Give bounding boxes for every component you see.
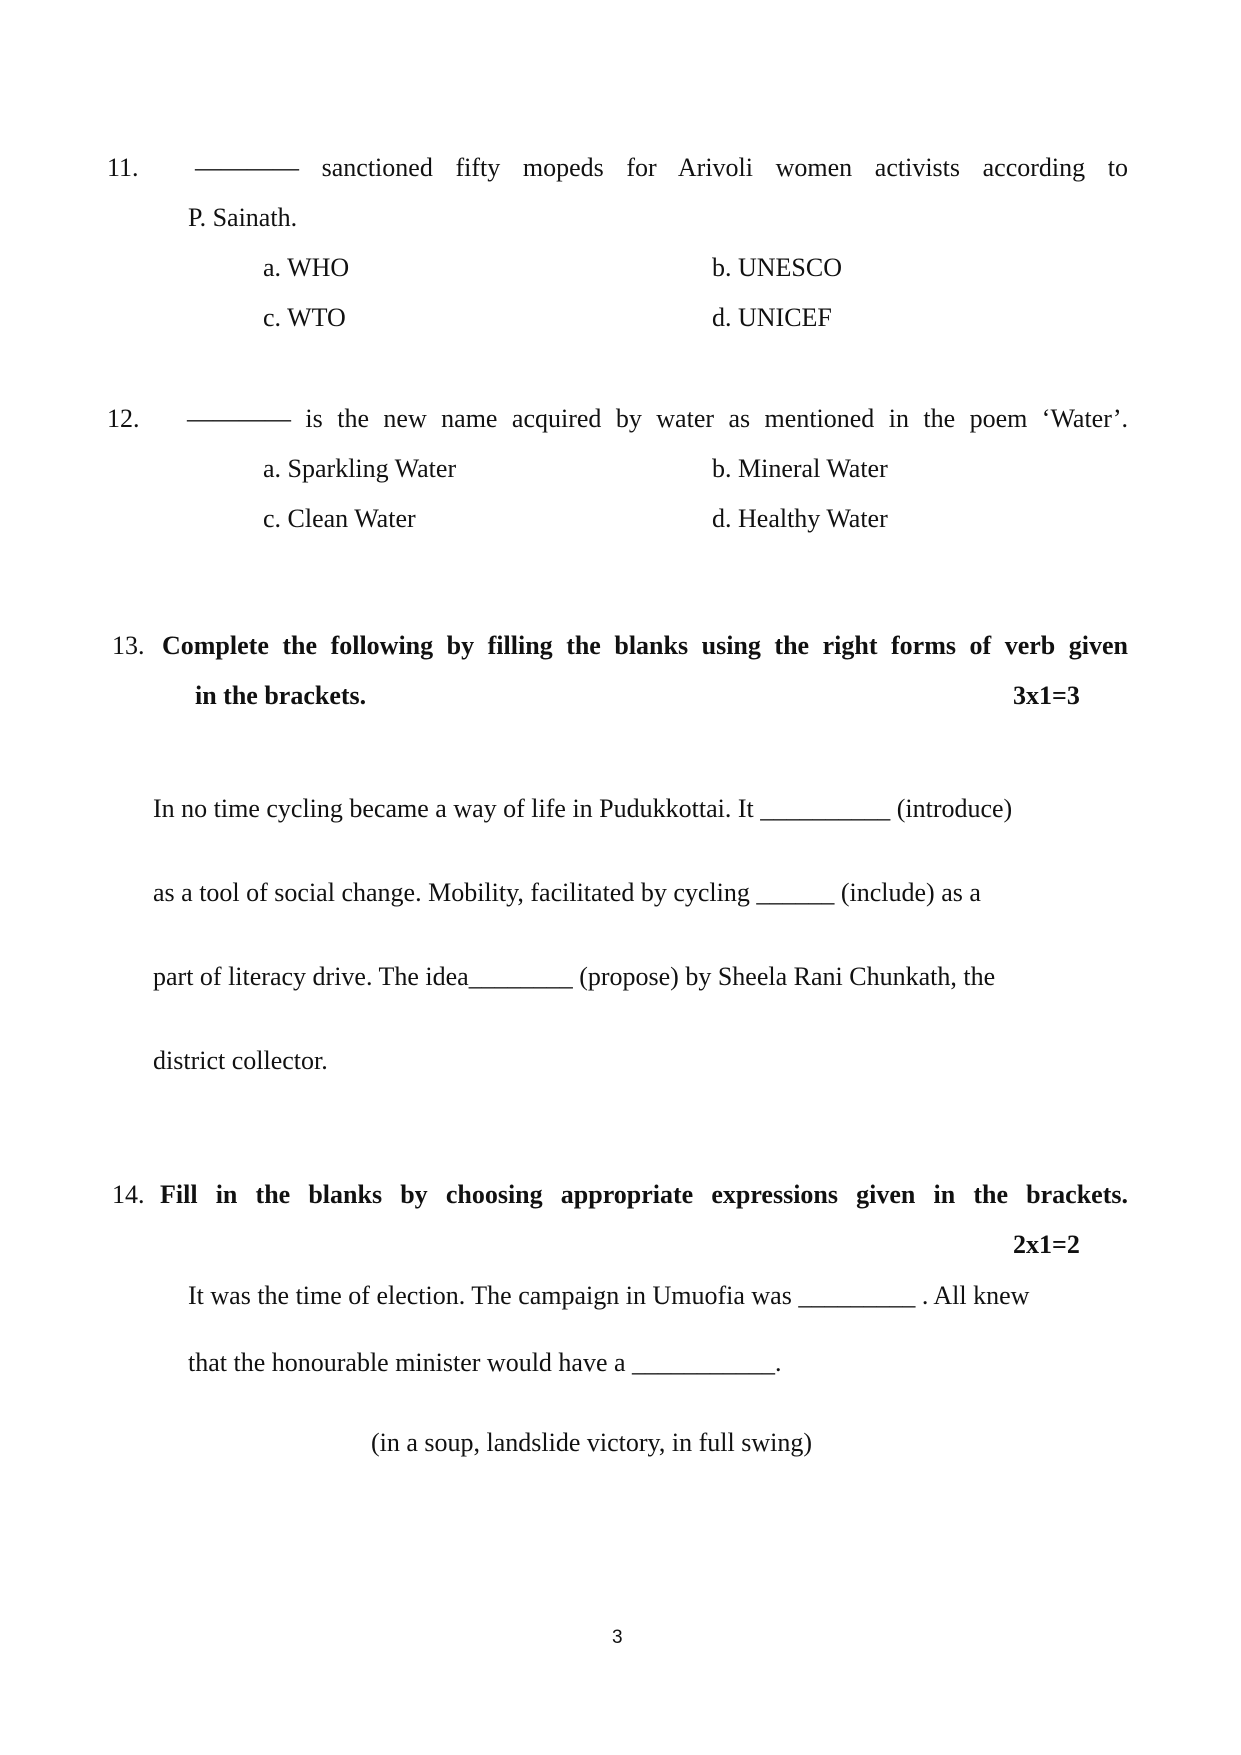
q14-heading: Fill in the blanks by choosing appropriate expressions given in the brackets. <box>160 1180 1128 1209</box>
q14-marks: 2x1=2 <box>1013 1230 1080 1259</box>
q11-number: 11. <box>107 153 139 182</box>
q14-line1: It was the time of election. The campaign in Umuofia was _________ . All knew <box>188 1281 1030 1310</box>
q12-option-d: d. Healthy Water <box>712 504 888 533</box>
q11-option-c: c. WTO <box>263 303 346 332</box>
q12-option-a: a. Sparkling Water <box>263 454 457 483</box>
q14-line2: that the honourable minister would have a ___________. <box>188 1348 782 1377</box>
q13-passage-line4: district collector. <box>153 1046 328 1075</box>
q11-option-a: a. WHO <box>263 253 350 282</box>
q13-heading-line2: in the brackets. <box>195 681 367 710</box>
q13-passage-line1: In no time cycling became a way of life in Pudukkottai. It __________ (introduce) <box>153 794 1013 823</box>
q13-passage-line3: part of literacy drive. The idea________ (propose) by Sheela Rani Chunkath, the <box>153 962 996 991</box>
q12-stem: ———— is the new name acquired by water as mentioned in the poem ‘Water’. <box>187 404 1128 433</box>
q12-number: 12. <box>107 404 140 433</box>
q14-choices: (in a soup, landslide victory, in full swing) <box>371 1428 812 1457</box>
q13-passage-line2: as a tool of social change. Mobility, facilitated by cycling ______ (include) as a <box>153 878 981 907</box>
q13-heading-line1: Complete the following by filling the blanks using the right forms of verb given <box>162 631 1128 660</box>
q12-option-b: b. Mineral Water <box>712 454 888 483</box>
page-number: 3 <box>612 1627 623 1648</box>
q13-marks: 3x1=3 <box>1013 681 1080 710</box>
q12-option-c: c. Clean Water <box>263 504 416 533</box>
q14-number: 14. <box>112 1180 145 1209</box>
q11-option-b: b. UNESCO <box>712 253 843 282</box>
q11-stem-line2: P. Sainath. <box>188 203 298 232</box>
q11-stem-line1: ———— sanctioned fifty mopeds for Arivoli women activists according to <box>195 153 1128 182</box>
q13-number: 13. <box>112 631 145 660</box>
q11-option-d: d. UNICEF <box>712 303 832 332</box>
